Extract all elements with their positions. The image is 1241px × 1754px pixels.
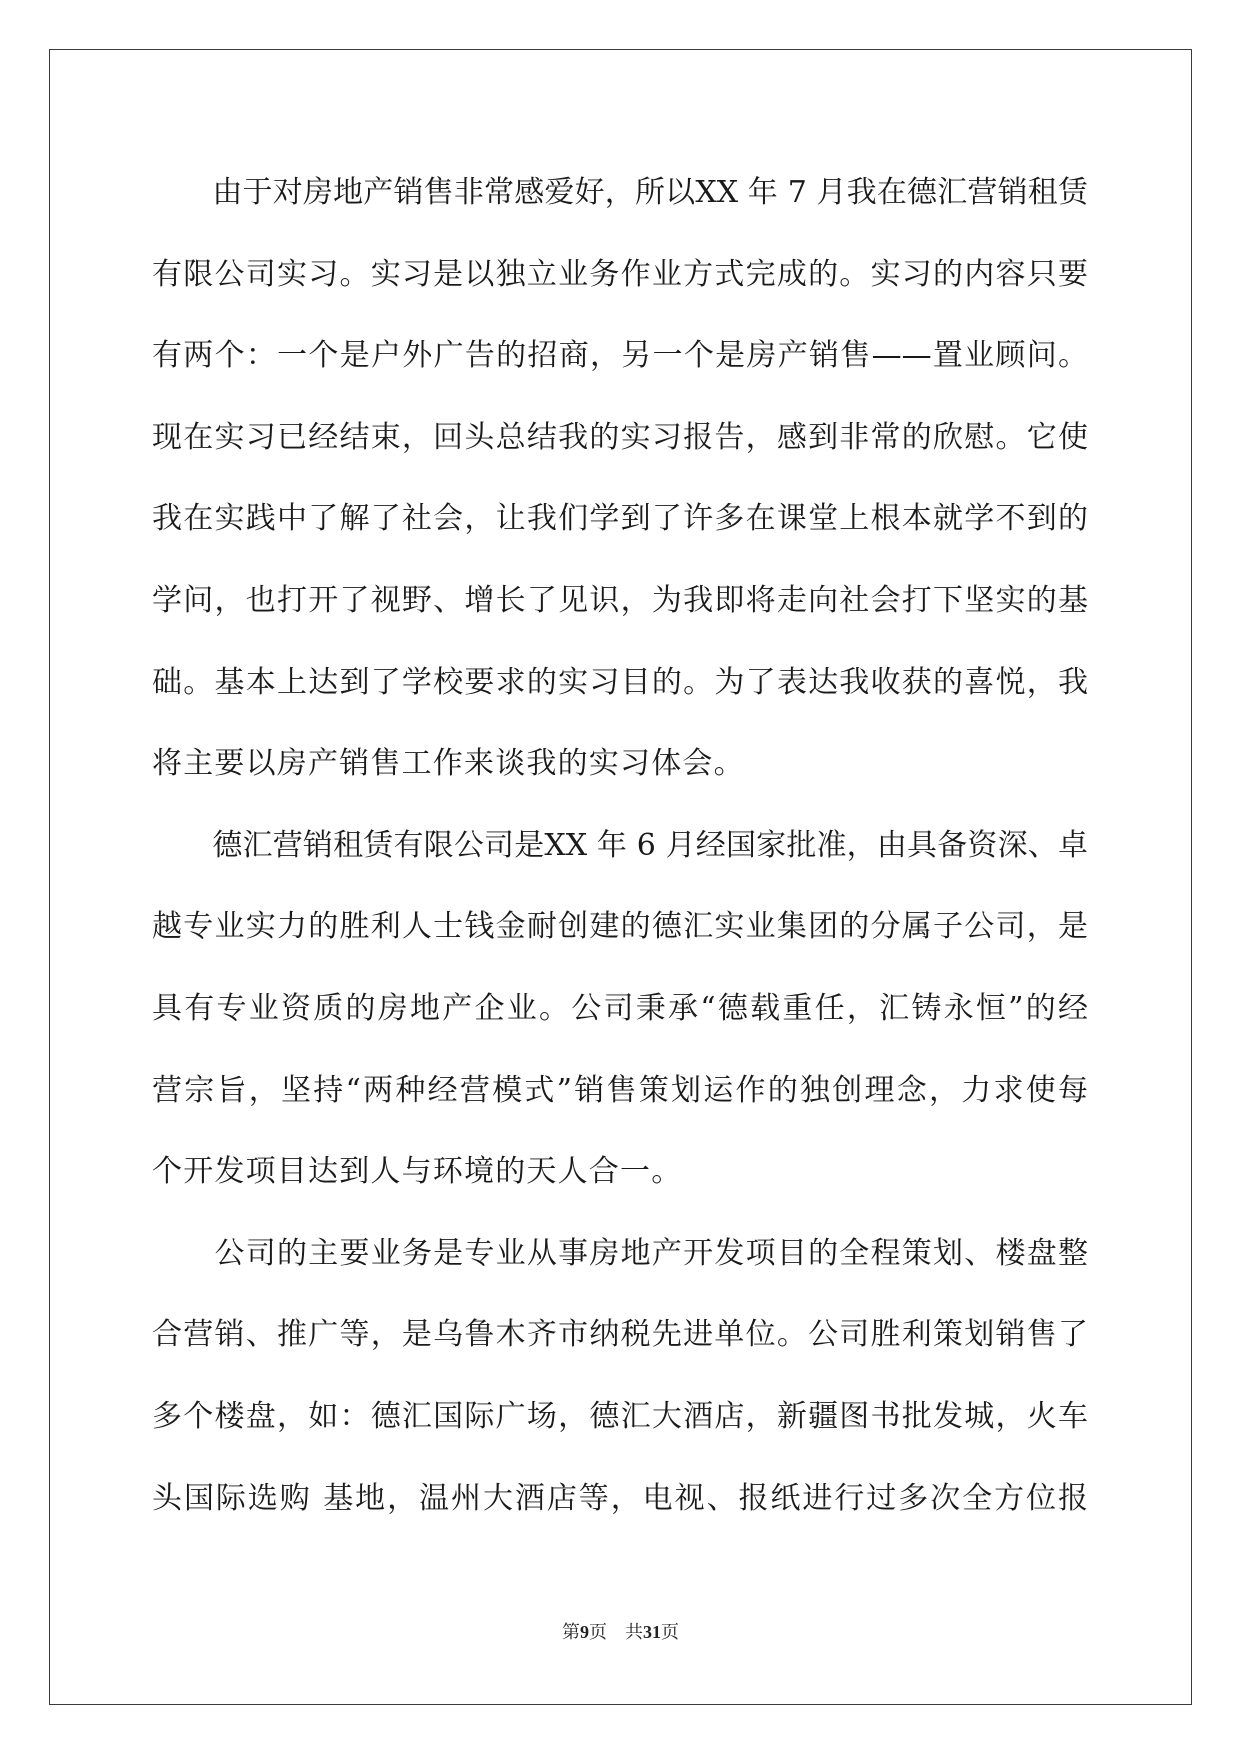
- current-page-number: 9: [580, 1622, 589, 1642]
- text-line: 个开发项目达到人与环境的天人合一。: [152, 1154, 683, 1190]
- text-line: 合营销、推广等，是乌鲁木齐市纳税先进单位。公司胜利策划销售了: [152, 1317, 1088, 1353]
- text-line: 学问，也打开了视野、增长了见识，为我即将走向社会打下坚实的基: [152, 582, 1088, 618]
- document-body: [152, 152, 1088, 1539]
- text-line: 有限公司实习。实习是以独立业务作业方式完成的。实习的内容只要: [152, 256, 1088, 292]
- footer-prefix: 第: [562, 1622, 580, 1643]
- text-line: 现在实习已经结束，回头总结我的实习报告，感到非常的欣慰。它使: [152, 419, 1088, 455]
- text-line: 越专业实力的胜利人士钱金耐创建的德汇实业集团的分属子公司，是: [152, 909, 1088, 945]
- text-line: 公司的主要业务是专业从事房地产开发项目的全程策划、楼盘整: [152, 1235, 1088, 1271]
- text-line: 将主要以房产销售工作来谈我的实习体会。: [152, 746, 745, 782]
- text-line: 由于对房地产销售非常感爱好，所以XX 年 7 月我在德汇营销租赁: [152, 175, 1088, 210]
- footer-suffix: 页: [661, 1622, 679, 1643]
- text-line: 具有专业资质的房地产企业。公司秉承“德载重任，汇铸永恒”的经: [152, 990, 1088, 1026]
- total-page-number: 31: [643, 1622, 661, 1642]
- text-line: 有两个：一个是户外广告的招商，另一个是房产销售——置业顾问。: [152, 338, 1088, 374]
- text-line: 营宗旨，坚持“两种经营模式”销售策划运作的独创理念，力求使每: [152, 1072, 1088, 1108]
- text-line: 础。基本上达到了学校要求的实习目的。为了表达我收获的喜悦，我: [152, 664, 1088, 700]
- text-line: 多个楼盘，如：德汇国际广场，德汇大酒店，新疆图书批发城，火车: [152, 1398, 1088, 1434]
- text-line: 德汇营销租赁有限公司是XX 年 6 月经国家批准，由具备资深、卓: [152, 827, 1088, 863]
- page-footer: [0, 1620, 1241, 1645]
- footer-middle: 页 共: [589, 1622, 643, 1643]
- text-line: 头国际选购 基地，温州大酒店等，电视、报纸进行过多次全方位报: [152, 1480, 1088, 1516]
- text-line: 我在实践中了解了社会，让我们学到了许多在课堂上根本就学不到的: [152, 501, 1088, 537]
